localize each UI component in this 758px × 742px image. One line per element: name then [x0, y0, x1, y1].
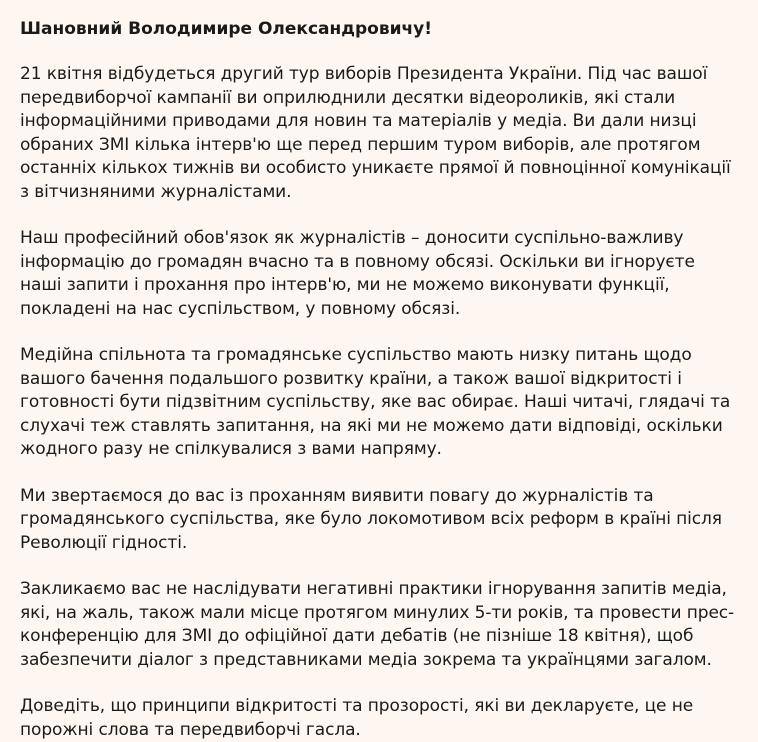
letter-paragraph: Доведіть, що принципи відкритості та прозорості, які ви декларуєте, це не порожні слова та передвиборчі гасла.: [20, 696, 694, 740]
letter-paragraph: Ми звертаємося до вас із проханням виявити повагу до журналістів та громадянського суспільства, яке було локомотивом всіх реформ в країні після Революції гідності.: [20, 485, 722, 553]
letter-paragraph: Закликаємо вас не наслідувати негативні практики ігнорування запитів медіа, які, на жаль, також мали місце протягом минулих 5-ти років, та провести прес-конференцію для ЗМІ до офіційної дати дебатів (не пізніше 18 квітня), щоб забезпечити діалог з представниками медіа зокрема та українцями загалом.: [20, 579, 735, 670]
letter-paragraph: Наш професійний обов'язок як журналістів – доносити суспільно-важливу інформацію до громадян вчасно та в повному обсязі. Оскільки ви ігноруєте наші запити і прохання про інтерв'ю, ми не можемо виконувати функції, покладені на нас суспільством, у повному обсязі.: [20, 228, 695, 319]
letter-greeting: Шановний Володимире Олександровичу!: [20, 19, 432, 39]
letter-paragraph: Медійна спільнота та громадянське суспільство мають низку питань щодо вашого бачення подальшого розвитку країни, а також вашої відкритості і готовності бути підзвітним суспільству, яке вас обирає. Наші читачі, глядачі та слухачі теж ставлять запитання, на які ми не можемо дати відповіді, оскільки жодного разу не спілкувалися з вами напряму.: [20, 345, 731, 459]
letter-paragraph: 21 квітня відбудеться другий тур виборів Президента України. Під час вашої передвиборчої кампанії ви оприлюднили десятки відеороликів, які стали інформаційними приводами для новин та матеріалів у медіа. Ви дали низці обраних ЗМІ кілька інтерв'ю ще перед першим туром виборів, але протягом останніх кількох тижнів ви особисто уникаєте прямої й повноцінної комунікації з вітчизняними журналістами.: [20, 64, 731, 202]
